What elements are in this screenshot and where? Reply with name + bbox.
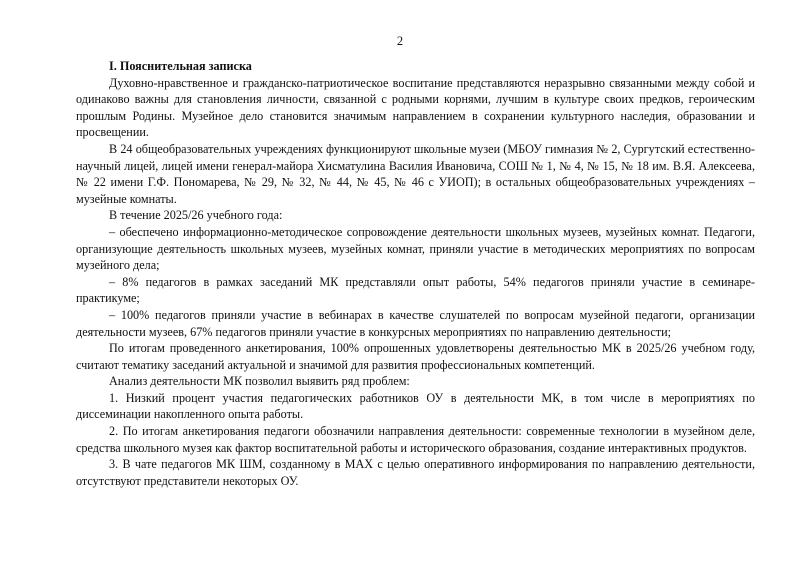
list-item-webinars: – 100% педагогов приняли участие в вебинарах в качестве слушателей по вопросам музейной педагоги, организации деятельности музеев, 67% педагогов приняли участие в конкурсных мероприятиях по направлению деятельности;: [76, 307, 755, 339]
problem-item-2: 2. По итогам анкетирования педагоги обозначили направления деятельности: современные технологии в музейном деле, средства школьного музея как фактор воспитательной работы и исторического образования, создание интерактивных продуктов.: [76, 424, 755, 455]
paragraph-survey-results: По итогам проведенного анкетирования, 100% опрошенных удовлетворены деятельностью МК в 2025/26 учебном году, считают тематику заседаний актуальной и значимой для развития профессиональных компетенций.: [76, 341, 755, 372]
page-number: 2: [396, 34, 404, 48]
paragraph-intro: Духовно-нравственное и гражданско-патриотическое воспитание представляются неразрывно связанными между собой и одинаково важны для становления личности, связанной с родными корнями, лучшим в культуре своих предков, героическим прошлым Родины. Музейное дело становится значимым направлением в сохранении культурного наследия, образовании и просвещении.: [76, 75, 755, 140]
list-item-methodical-support: – обеспечено информационно-методическое сопровождение деятельности школьных музеев, музейных комнат. Педагоги, организующие деятельность школьных музеев, музейных комнат, приняли участие в методических мероприятиях по вопросам музейного дела;: [76, 224, 755, 273]
section-heading: I. Пояснительная записка: [109, 59, 252, 73]
paragraph-museums: В 24 общеобразовательных учреждениях функционируют школьные музеи (МБОУ гимназия № 2, Сургутский естественно-научный лицей, лицей имени генерал-майора Хисматулина Василия Ивановича, СОШ № 1, № 4, № 15, № 18 им. В.Я. Алексеева, № 22 имени Г.Ф. Пономарева, № 29, № 32, № 44, № 45, № 46 с УИОП); в остальных общеобразовательных учреждениях – музейные комнаты.: [76, 141, 755, 206]
list-item-experience-sharing: – 8% педагогов в рамках заседаний МК представляли опыт работы, 54% педагогов приняли участие в семинаре-практикуме;: [76, 274, 755, 306]
paragraph-year-intro: В течение 2025/26 учебного года:: [109, 208, 283, 223]
problem-item-1: 1. Низкий процент участия педагогических работников ОУ в деятельности МК, в том числе в мероприятиях по диссеминации накопленного опыта работы.: [76, 390, 755, 422]
document-body: [76, 58, 755, 489]
paragraph-problems-intro: Анализ деятельности МК позволил выявить ряд проблем:: [109, 374, 410, 389]
problem-item-3: 3. В чате педагогов МК ШМ, созданному в MAX с целью оперативного информирования по направлению деятельности, отсутствуют представители некоторых ОУ.: [76, 457, 755, 488]
